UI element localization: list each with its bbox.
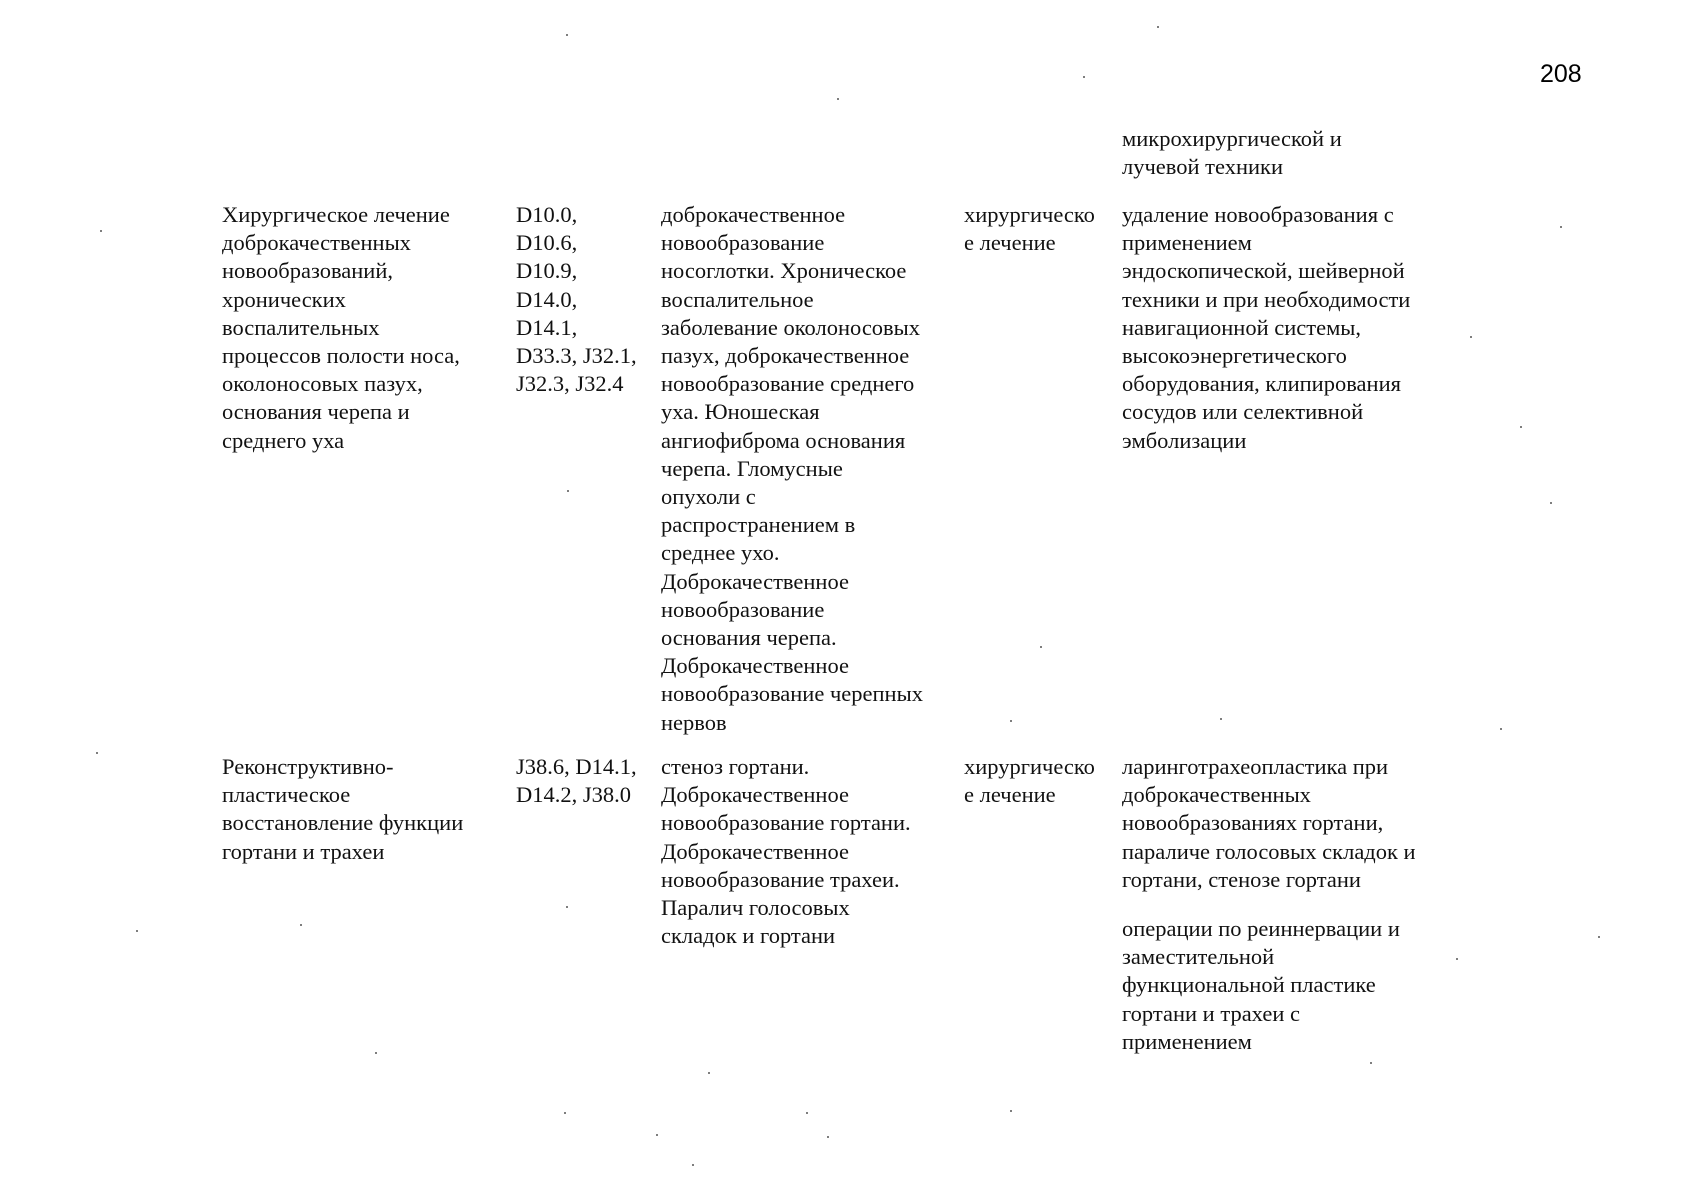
diagnosis-cell: доброкачественное новообразование носоглотки. Хроническое воспалительное заболевание околоносовых пазух, доброкачественное новообразование среднего уха. Юношеская ангиофиброма основания черепа. Гломусные опухоли с распространением в среднее ухо. Доброкачественное новообразование основания черепа. Доброкачественное новообразование черепных нервов [661, 202, 923, 735]
page-number: 208 [1540, 60, 1582, 88]
method-cell: ларинготрахеопластика при доброкачественных новообразованиях гортани, параличе голосовых складок и гортани, стенозе гортани [1122, 754, 1416, 892]
procedure-name-cell: Реконструктивно- пластическое восстановление функции гортани и трахеи [222, 754, 464, 864]
method-cell: удаление новообразования с применением эндоскопической, шейверной техники и при необходимости навигационной системы, высокоэнергетического оборудования, клипирования сосудов или селективной эмболизации [1122, 202, 1411, 453]
treatment-type-cell: хирургическо е лечение [964, 754, 1095, 808]
icd-codes-cell: J38.6, D14.1, D14.2, J38.0 [516, 754, 637, 808]
method-cell-continuation: микрохирургической и лучевой техники [1122, 126, 1342, 180]
method-cell-second: операции по реиннервации и заместительной функциональной пластике гортани и трахеи с применением [1122, 916, 1400, 1054]
icd-codes-cell: D10.0, D10.6, D10.9, D14.0, D14.1, D33.3, J32.1, J32.3, J32.4 [516, 202, 637, 397]
diagnosis-cell: стеноз гортани. Доброкачественное новообразование гортани. Доброкачественное новообразование трахеи. Паралич голосовых складок и гортани [661, 754, 911, 949]
treatment-type-cell: хирургическо е лечение [964, 202, 1095, 256]
procedure-name-cell: Хирургическое лечение доброкачественных новообразований, хронических воспалительных процессов полости носа, околоносовых пазух, основания черепа и среднего уха [222, 202, 460, 453]
